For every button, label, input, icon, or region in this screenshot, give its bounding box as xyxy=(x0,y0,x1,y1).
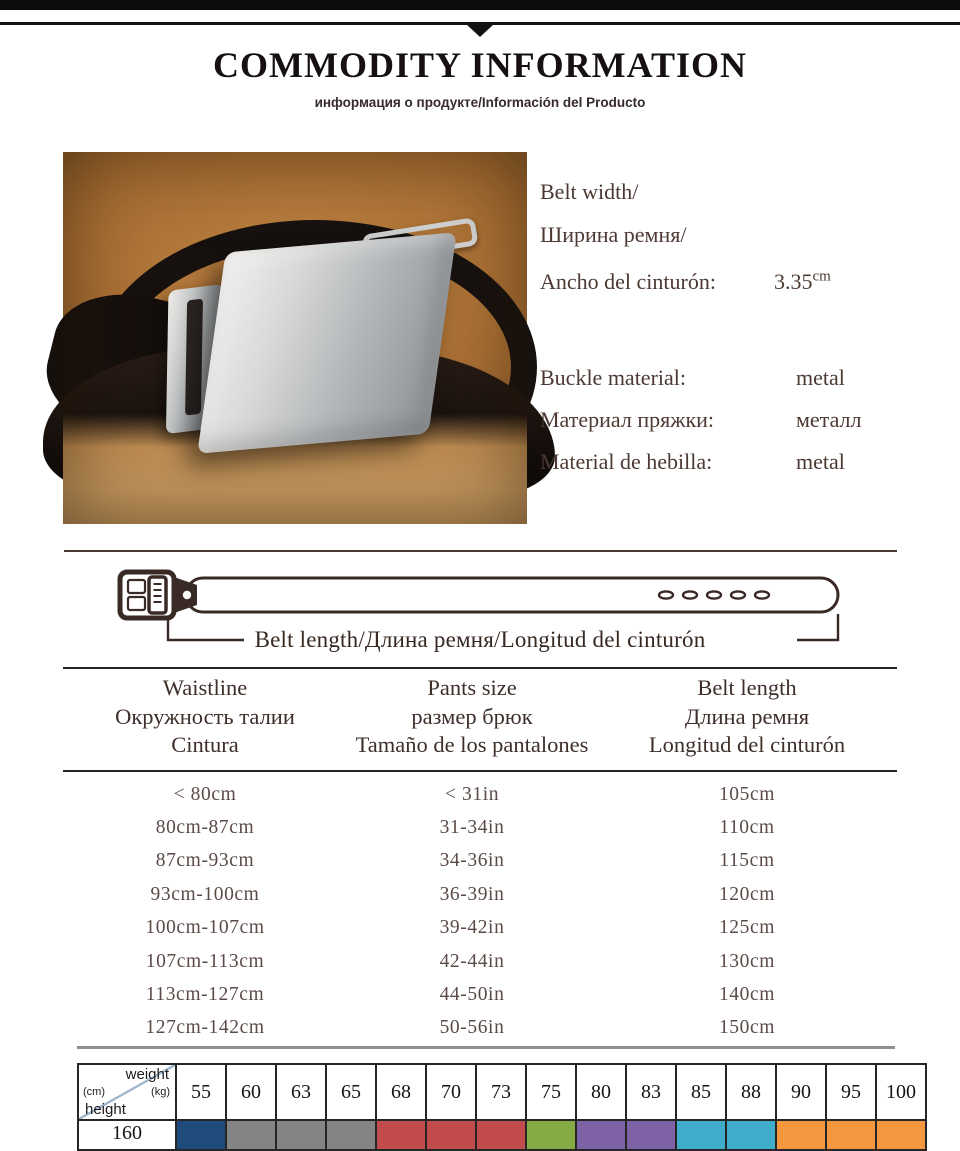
belt-width-es-label: Ancho del cinturón: xyxy=(540,269,716,295)
pants-size-cell: 36-39in xyxy=(439,883,505,905)
buckle-material-label-ru: Материал пряжки: xyxy=(540,407,715,433)
waistline-cell: 113cm-127cm xyxy=(145,984,265,1006)
corner-cell xyxy=(78,1064,176,1120)
weight-header-row xyxy=(78,1064,926,1120)
chart-color-cell xyxy=(476,1120,526,1150)
chart-color-cell xyxy=(876,1120,926,1150)
weight-header-cell: 80 xyxy=(576,1064,626,1120)
corner-kg-label: (kg) xyxy=(151,1086,170,1098)
header-pants-ru: размер брюк xyxy=(411,703,533,729)
weight-height-chart xyxy=(77,1063,927,1151)
table-row xyxy=(63,945,897,978)
size-table-header xyxy=(63,674,897,760)
header-pants-en: Pants size xyxy=(427,675,517,700)
tag-hole xyxy=(183,591,191,599)
pants-size-cell: 31-34in xyxy=(439,817,505,839)
top-black-bar xyxy=(0,0,960,10)
weight-header-cell: 100 xyxy=(876,1064,926,1120)
buckle-material-label-en: Buckle material: xyxy=(540,365,686,391)
photo-vignette xyxy=(63,152,527,524)
header-waistline-ru: Окружность талии xyxy=(115,703,295,729)
chart-color-cell xyxy=(776,1120,826,1150)
size-table-body xyxy=(63,778,897,1045)
chart-color-cell xyxy=(176,1120,226,1150)
chart-color-cell xyxy=(426,1120,476,1150)
belt-width-en: Belt width/ xyxy=(540,179,639,204)
table-row xyxy=(63,778,897,811)
belt-width-number: 3.35 xyxy=(774,269,813,295)
weight-header-cell: 55 xyxy=(176,1064,226,1120)
height-value-cell: 160 xyxy=(78,1120,176,1150)
chart-color-cell xyxy=(676,1120,726,1150)
header-belt-length xyxy=(597,674,897,760)
belt-width-unit: cm xyxy=(812,269,831,285)
belt-length-cell: 105cm xyxy=(718,783,776,805)
table-row xyxy=(63,878,897,911)
weight-header-cell: 60 xyxy=(226,1064,276,1120)
chart-color-cell xyxy=(576,1120,626,1150)
belt-length-cell: 125cm xyxy=(718,917,776,939)
corner-weight-label: weight xyxy=(125,1066,169,1083)
belt-length-cell: 150cm xyxy=(718,1017,776,1039)
header-pants-es: Tamaño de los pantalones xyxy=(355,732,589,757)
chart-color-cell xyxy=(526,1120,576,1150)
buckle-material-row-en xyxy=(540,357,950,399)
belt-strap-outline xyxy=(186,578,838,612)
pants-size-cell: 44-50in xyxy=(439,984,505,1006)
header-waistline-es: Cintura xyxy=(171,732,239,757)
spec-text-block xyxy=(540,170,950,483)
pants-size-cell: 34-36in xyxy=(439,850,505,872)
table-row xyxy=(63,845,897,878)
waistline-cell: 80cm-87cm xyxy=(155,817,255,839)
belt-length-cell: 140cm xyxy=(718,984,776,1006)
weight-header-cell: 90 xyxy=(776,1064,826,1120)
table-row xyxy=(63,912,897,945)
product-photo xyxy=(63,152,527,524)
waistline-cell: 93cm-100cm xyxy=(150,883,260,905)
belt-length-cell: 110cm xyxy=(719,817,775,839)
weight-header-cell: 83 xyxy=(626,1064,676,1120)
corner-cm-label: (cm) xyxy=(83,1086,105,1098)
buckle-material-value-es: metal xyxy=(796,449,845,475)
corner-height-label: height xyxy=(85,1101,126,1118)
header-length-ru: Длина ремня xyxy=(684,703,810,729)
header-length-en: Belt length xyxy=(697,675,797,700)
weight-header-cell: 85 xyxy=(676,1064,726,1120)
belt-length-cell: 115cm xyxy=(719,850,775,872)
buckle-material-row-es xyxy=(540,441,950,483)
pants-size-cell: 50-56in xyxy=(439,1017,505,1039)
chart-color-cell xyxy=(626,1120,676,1150)
height-160-row xyxy=(78,1120,926,1150)
weight-header-cell: 75 xyxy=(526,1064,576,1120)
waistline-cell: 100cm-107cm xyxy=(145,917,265,939)
buckle-material-value-ru: металл xyxy=(796,407,862,433)
waistline-cell: < 80cm xyxy=(173,783,237,805)
belt-width-value xyxy=(774,269,831,294)
weight-header-cell: 73 xyxy=(476,1064,526,1120)
pants-size-cell: 42-44in xyxy=(439,950,505,972)
buckle-material-value-en: metal xyxy=(796,365,845,391)
pants-size-cell: 39-42in xyxy=(439,917,505,939)
table-row xyxy=(63,811,897,844)
header-waistline-en: Waistline xyxy=(162,675,248,700)
chart-color-cell xyxy=(226,1120,276,1150)
chart-color-cell xyxy=(726,1120,776,1150)
chart-color-cell xyxy=(276,1120,326,1150)
chart-color-cell xyxy=(376,1120,426,1150)
weight-header-cell: 88 xyxy=(726,1064,776,1120)
weight-header-cell: 70 xyxy=(426,1064,476,1120)
belt-length-cell: 130cm xyxy=(718,950,776,972)
buckle-material-row-ru xyxy=(540,399,950,441)
belt-width-es-row xyxy=(540,256,950,303)
belt-length-cell: 120cm xyxy=(718,883,776,905)
chart-color-cell xyxy=(326,1120,376,1150)
buckle-material-label-es: Material de hebilla: xyxy=(540,449,713,475)
waistline-cell: 87cm-93cm xyxy=(155,850,255,872)
page-subtitle: информация о продукте/Información del Producto xyxy=(314,95,646,110)
down-triangle-icon xyxy=(466,24,494,37)
thick-gray-rule xyxy=(77,1046,895,1049)
weight-header-cell: 68 xyxy=(376,1064,426,1120)
table-rule-bottom xyxy=(63,770,897,772)
page-title: COMMODITY INFORMATION xyxy=(213,45,747,85)
waistline-cell: 107cm-113cm xyxy=(145,950,265,972)
belt-length-caption: Belt length/Длина ремня/Longitud del cinturón xyxy=(254,627,706,652)
chart-color-cell xyxy=(826,1120,876,1150)
table-row xyxy=(63,978,897,1011)
table-row xyxy=(63,1012,897,1045)
corner-diagonal xyxy=(79,1065,175,1119)
weight-header-cell: 65 xyxy=(326,1064,376,1120)
spec-gap xyxy=(540,303,950,357)
weight-header-cell: 95 xyxy=(826,1064,876,1120)
pants-size-cell: < 31in xyxy=(444,783,500,805)
belt-width-ru: Ширина ремня/ xyxy=(540,222,687,247)
header-waistline xyxy=(63,674,347,760)
section-divider xyxy=(64,550,897,552)
waistline-cell: 127cm-142cm xyxy=(145,1017,265,1039)
weight-header-cell: 63 xyxy=(276,1064,326,1120)
header-pants-size xyxy=(347,674,597,760)
table-rule-top xyxy=(63,667,897,669)
header-length-es: Longitud del cinturón xyxy=(648,732,846,757)
